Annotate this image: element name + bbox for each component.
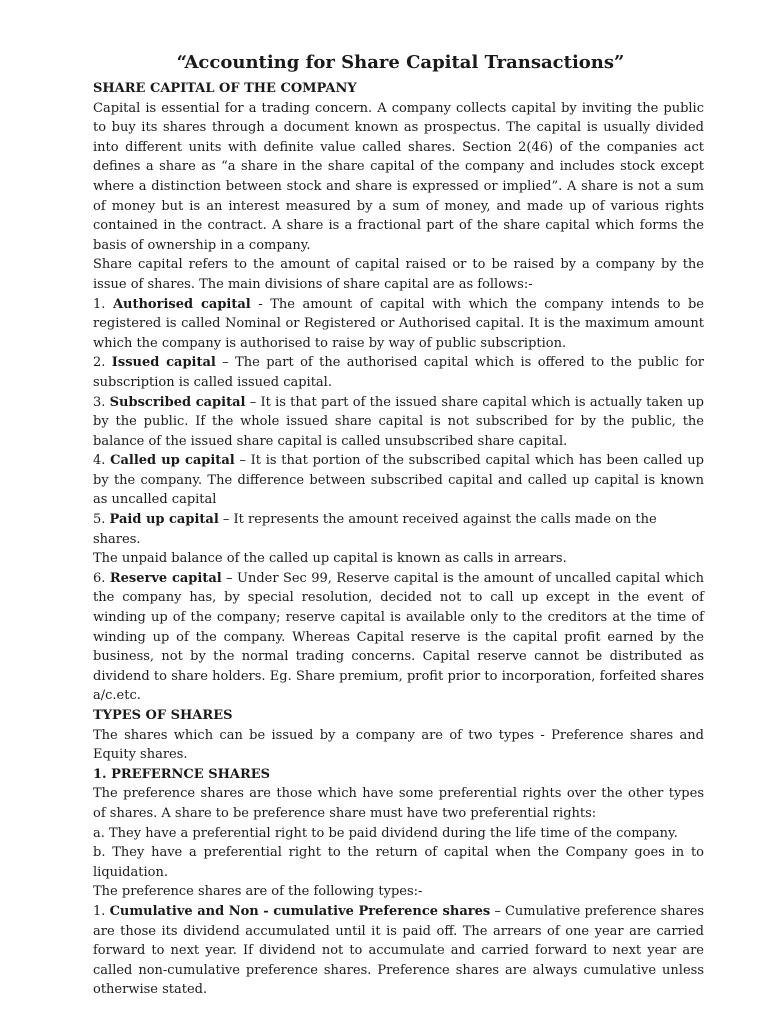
preference-right-a: a. They have a preferential right to be paid dividend during the life time of the company. (93, 825, 678, 841)
type-term: Cumulative and Non - cumulative Preference shares (109, 903, 491, 919)
division-item-issued (93, 353, 704, 392)
division-number: 3. (93, 394, 110, 410)
division-text: – It represents the amount received against the calls made on the shares. (93, 512, 657, 547)
paragraph-divisions-intro: Share capital refers to the amount of capital raised or to be raised by a company by the issue of shares. The main divisions of share capital are as follows:- (93, 257, 704, 292)
heading-types-of-shares: TYPES OF SHARES (93, 708, 233, 723)
paragraph-calls-in-arrears: The unpaid balance of the called up capital is known as calls in arrears. (93, 551, 567, 567)
document-title: “Accounting for Share Capital Transactions” (176, 52, 625, 73)
division-item-authorised (93, 295, 704, 354)
division-number: 1. (93, 296, 113, 312)
heading-share-capital: SHARE CAPITAL OF THE COMPANY (93, 81, 357, 96)
preference-type-cumulative (93, 902, 704, 1000)
division-number: 4. (93, 453, 111, 469)
division-term: Authorised capital (112, 296, 251, 312)
division-term: Subscribed capital (109, 394, 246, 410)
paragraph-preference-intro: The preference shares are those which have some preferential rights over the other types of shares. A share to be preference share must have two preferential rights: (93, 786, 704, 821)
division-number: 2. (93, 355, 112, 371)
preference-right-b: b. They have a preferential right to the return of capital when the Company goes in to liquidation. (93, 845, 704, 880)
division-term: Issued capital (111, 355, 216, 371)
division-text: - The amount of capital with which the company intends to be registered is called Nominal or Registered or Authorised capital. It is the maximum amount which the company is authorised to raise by way of public subscription. (93, 296, 704, 351)
division-number: 6. (93, 570, 110, 586)
division-item-paid-up (93, 510, 704, 549)
division-text: – The part of the authorised capital which is offered to the public for subscription is called issued capital. (93, 355, 704, 390)
division-item-called-up (93, 451, 704, 510)
division-number: 5. (93, 512, 110, 528)
type-text: – Cumulative preference shares are those its dividend accumulated until it is paid off. The arrears of one year are carried forward to next year. If dividend not to accumulate and carried forward to next year are called non-cumulative preference shares. Preference shares are always cumulative unless otherwise stated. (93, 903, 704, 998)
division-text: – It is that portion of the subscribed capital which has been called up by the company. The difference between subscribed capital and called up capital is known as uncalled capital (93, 453, 704, 508)
paragraph-types-intro: The shares which can be issued by a company are of two types - Preference shares and Equity shares. (93, 727, 704, 763)
division-item-subscribed (93, 393, 704, 452)
paragraph-share-capital-intro: Capital is essential for a trading concern. A company collects capital by inviting the public to buy its shares through a document known as prospectus. The capital is usually divided into different units with definite value called shares. Section 2(46) of the companies act defines a share as “a share in the share capital of the company and includes stock except where a distinction between stock and share is expressed or implied”. A share is not a sum of money but is an interest measured by a sum of money, and made up of various rights contained in the contract. A share is a fractional part of the share capital which forms the basis of ownership in a company. (93, 100, 704, 253)
division-item-reserve (93, 569, 704, 706)
division-term: Paid up capital (109, 512, 219, 528)
paragraph-preference-types-intro: The preference shares are of the following types:- (93, 884, 423, 900)
division-term: Called up capital (110, 453, 235, 469)
division-text: – Under Sec 99, Reserve capital is the amount of uncalled capital which the company has, by special resolution, decided not to call up except in the event of winding up of the company; reserve capital is available only to the creditors at the time of winding up of the company. Whereas Capital reserve is the capital profit earned by the business, not by the normal trading concerns. Capital reserve cannot be distributed as dividend to share holders. Eg. Share premium, profit prior to incorporation, forfeited shares a/c.etc. (93, 570, 704, 704)
heading-preference-shares: 1. PREFERNCE SHARES (93, 766, 271, 782)
division-term: Reserve capital (109, 570, 222, 586)
type-number: 1. (93, 903, 110, 919)
division-text: – It is that part of the issued share capital which is actually taken up by the public. If the whole issued share capital is not subscribed for by the public, the balance of the issued share capital is called unsubscribed share capital. (93, 394, 704, 449)
